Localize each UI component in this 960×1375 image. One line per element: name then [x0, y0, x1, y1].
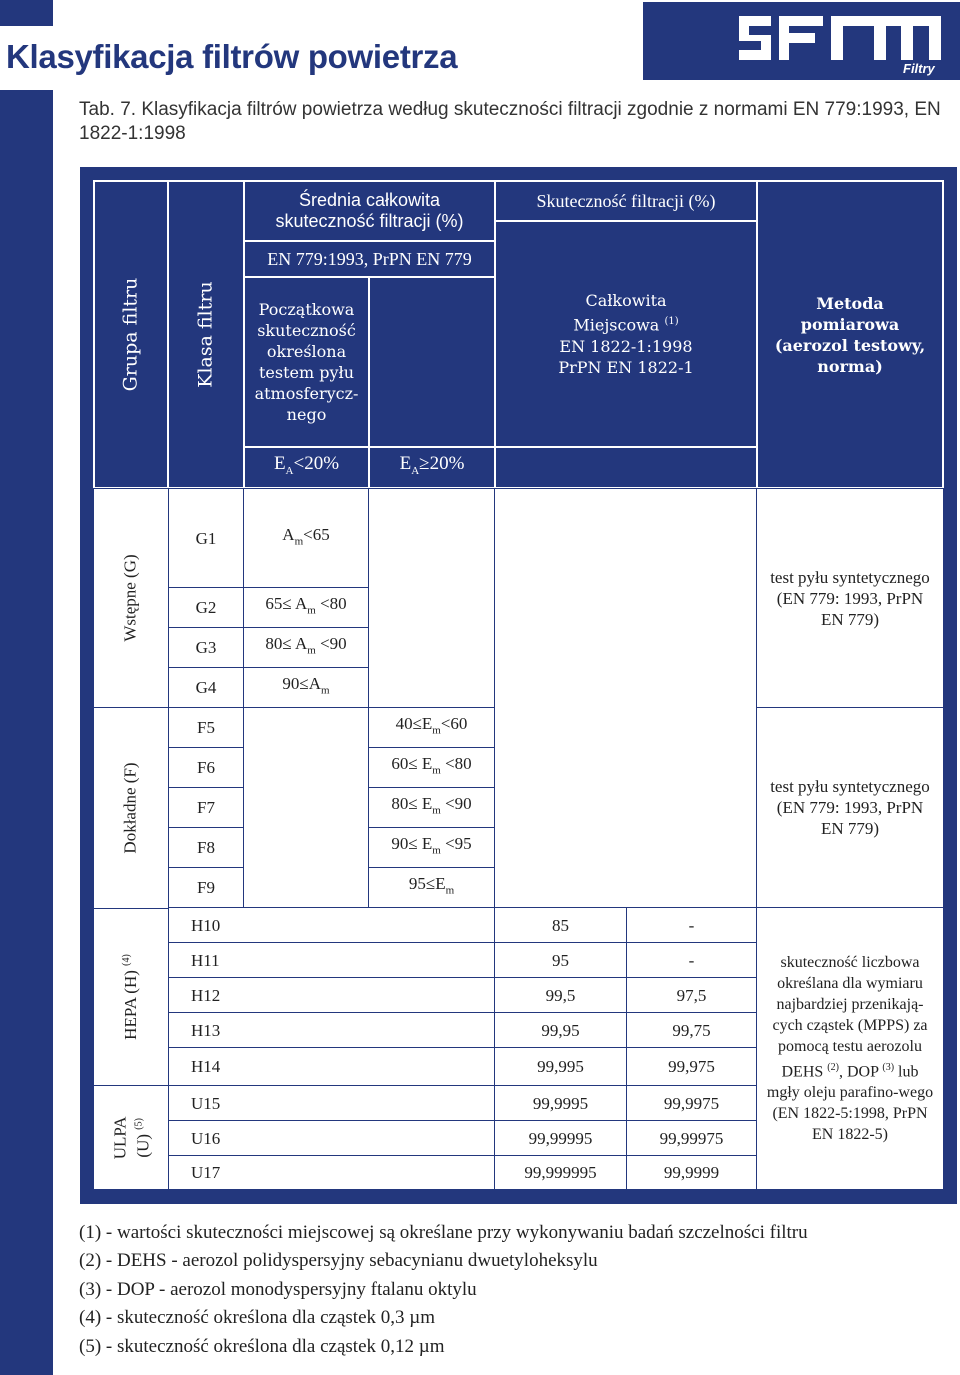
f-value-cell: $60\le E_m <80$ — [368, 747, 495, 788]
header-ea-empty — [494, 446, 758, 489]
f-class-cell: F6 — [168, 747, 244, 788]
u-class-cell: U15 — [168, 1085, 495, 1121]
h-local-cell: 99,75 — [626, 1012, 757, 1048]
footnote-1: (1) - wartości skuteczności miejscowej są określane przy wykonywaniu badań szczelności filtru — [79, 1222, 808, 1243]
g-value-cell: $90\le A_m$ — [243, 667, 369, 708]
footnote-2: (2) - DEHS - aerozol polidyspersyjny sebacynianu dwuetyloheksylu — [79, 1250, 598, 1271]
group-wstepne: Wstępne (G) — [93, 488, 169, 708]
header-grupa: Grupa filtru — [93, 180, 169, 489]
h-local-cell: 97,5 — [626, 977, 757, 1013]
header-skutecznosc: Skuteczność filtracji (%) — [494, 180, 758, 222]
g-class-cell: G4 — [168, 667, 244, 708]
h-class-cell: H11 — [168, 942, 495, 978]
g-value-cell: $80\le A_m <90$ — [243, 627, 369, 668]
footnote-4: (4) - skuteczność określona dla cząstek 0,3 µm — [79, 1307, 435, 1328]
method-h-cell: skuteczność liczbowa określana dla wymiaru najbardziej przenikają-cych cząstek (MPPS) za pomocą testu aerozolu DEHS $^{(2)}$, DOP $^{(3)}$ lub mgły oleju parafino-wego (EN 1822-5:1998, PrPN EN 1822-5) — [756, 907, 944, 1190]
sfm-logo — [643, 2, 960, 80]
h-total-cell: 85 — [494, 907, 627, 943]
header-empty — [368, 276, 496, 448]
footnote-5: (5) - skuteczność określona dla cząstek 0,12 µm — [79, 1336, 445, 1357]
h-local-cell: 99,975 — [626, 1047, 757, 1086]
header-srednia: Średnia całkowita skuteczność filtracji (%) — [243, 180, 496, 242]
u-local-cell: 99,9975 — [626, 1085, 757, 1121]
h-total-cell: 99,5 — [494, 977, 627, 1013]
u-total-cell: 99,9995 — [494, 1085, 627, 1121]
u-total-cell: 99,999995 — [494, 1155, 627, 1190]
page-title: Klasyfikacja filtrów powietrza — [6, 38, 458, 75]
svg-text:Filtry: Filtry — [903, 61, 935, 76]
side-band — [0, 90, 53, 1375]
g-empty-cell — [368, 488, 495, 708]
f-value-cell: $80\le E_m <90$ — [368, 787, 495, 828]
g-class-cell: G3 — [168, 627, 244, 668]
header-norm-779: EN 779:1993, PrPN EN 779 — [243, 240, 496, 278]
f-value-cell: $40\le E_m<60$ — [368, 707, 495, 748]
header-klasa: Klasa filtru — [167, 180, 245, 489]
h-total-cell: 99,995 — [494, 1047, 627, 1086]
h-total-cell: 99,95 — [494, 1012, 627, 1048]
gf-empty-cell — [494, 488, 757, 908]
h-class-cell: H13 — [168, 1012, 495, 1048]
method-f-cell: test pyłu syntetycznego (EN 779: 1993, PrPN EN 779) — [756, 707, 944, 908]
header-poczatkowa: Początkowa skuteczność określona testem pyłu atmosferycz-nego — [243, 276, 370, 448]
h-class-cell: H14 — [168, 1047, 495, 1086]
method-g-cell: test pyłu syntetycznego (EN 779: 1993, PrPN EN 779) — [756, 488, 944, 708]
corner-block — [0, 0, 53, 26]
f-class-cell: F7 — [168, 787, 244, 828]
u-local-cell: 99,9999 — [626, 1155, 757, 1190]
g-class-cell: G2 — [168, 587, 244, 628]
u-class-cell: U17 — [168, 1155, 495, 1190]
f-empty-cell — [243, 707, 369, 908]
u-class-cell: U16 — [168, 1120, 495, 1156]
table-caption: Tab. 7. Klasyfikacja filtrów powietrza według skuteczności filtracji zgodnie z normami EN 779:1993, EN 1822-1:1998 — [79, 99, 941, 144]
header-ea-ge20: $E_A\ge 20\%$ — [368, 446, 496, 489]
g-class-cell: G1 — [168, 488, 244, 588]
f-class-cell: F9 — [168, 867, 244, 908]
f-class-cell: F5 — [168, 707, 244, 748]
g-value-cell: $A_m<65$ — [243, 488, 369, 588]
h-class-cell: H10 — [168, 907, 495, 943]
group-hepa: HEPA (H) $^{(4)}$ — [93, 908, 169, 1086]
u-total-cell: 99,99995 — [494, 1120, 627, 1156]
footnote-3: (3) - DOP - aerozol monodyspersyjny ftalanu oktylu — [79, 1279, 477, 1300]
h-total-cell: 95 — [494, 942, 627, 978]
f-class-cell: F8 — [168, 827, 244, 868]
h-local-cell: - — [626, 942, 757, 978]
u-local-cell: 99,99975 — [626, 1120, 757, 1156]
header-calkowita-miejscowa: Całkowita Miejscowa $^{(1)}$ EN 1822-1:1998 PrPN EN 1822-1 — [494, 220, 758, 448]
group-ulpa: ULPA (U) $^{(5)}$ — [93, 1085, 169, 1190]
g-value-cell: $65\le A_m <80$ — [243, 587, 369, 628]
header-metoda: Metoda pomiarowa (aerozol testowy, norma) — [756, 180, 944, 489]
f-value-cell: $90\le E_m <95$ — [368, 827, 495, 868]
header-ea-lt20: $E_A<20\%$ — [243, 446, 370, 489]
f-value-cell: $95\le E_m$ — [368, 867, 495, 908]
group-dokladne: Dokładne (F) — [93, 707, 169, 909]
h-local-cell: - — [626, 907, 757, 943]
h-class-cell: H12 — [168, 977, 495, 1013]
